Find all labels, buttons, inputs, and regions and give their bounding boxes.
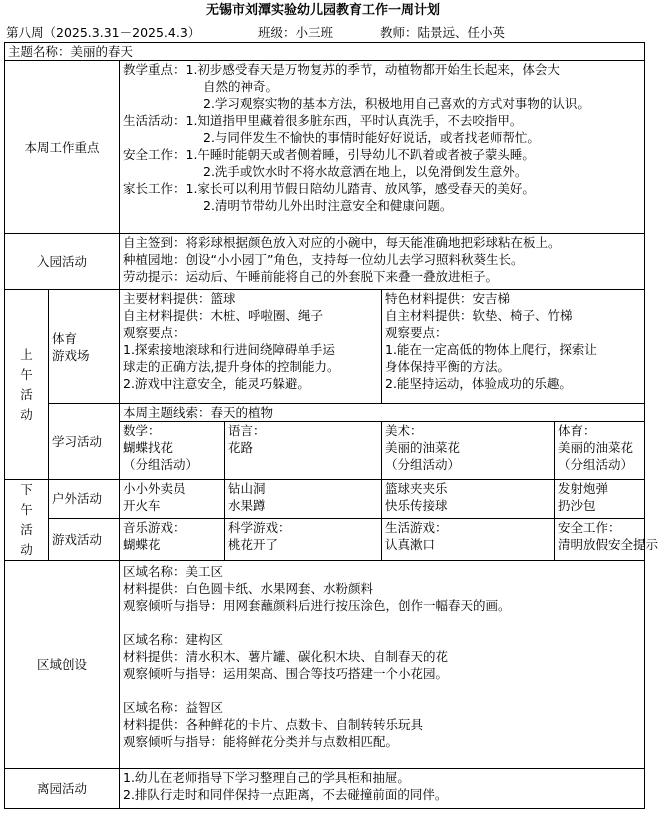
week-range: 第八周（2025.3.31－2025.4.3） [6,25,201,40]
departure-label: 离园活动 [5,769,120,809]
study-language: 语言： 花路 [225,422,382,480]
areas-label: 区域创设 [5,561,120,769]
game-label: 游戏活动 [49,518,120,560]
pe-label: 体育 游戏场 [49,290,120,404]
outdoor-cell: 发射炮弹 扔沙包 [555,480,645,519]
game-cell: 安全工作： 清明放假安全提示 [555,518,645,560]
arrival-line: 种植园地：创设“小小园丁”角色，支持每一位幼儿去学习照料秋葵生长。 [123,252,524,267]
study-label: 学习活动 [49,404,120,480]
study-math: 数学： 蝴蝶找花 （分组活动） [120,422,225,480]
area-zone: 区域名称：建构区 材料提供：清水积木、薯片罐、碳化积木块、自制春天的花 观察倾听与指导：运用架高、围合等技巧搭建一个小花园。 [123,632,449,681]
focus-line: 自然的神奇。 [203,79,279,94]
outdoor-cell: 篮球夹夹乐 快乐传接球 [382,480,555,519]
focus-line: 2.洗手或饮水时不将水故意洒在地上，以免滑倒发生意外。 [203,164,528,179]
game-cell: 科学游戏： 桃花开了 [225,518,382,560]
focus-label: 本周工作重点 [5,61,120,234]
arrival-content [120,234,645,290]
focus-line: 2.与同伴发生不愉快的事情时能好好说话，或者找老师帮忙。 [203,130,540,145]
game-cell: 生活游戏： 认真漱口 [382,518,555,560]
area-zone: 区域名称：美工区 材料提供：白色圆卡纸、水果网套、水粉颜料 观察倾听与指导：用网套蘸颜料后进行按压涂色，创作一幅春天的画。 [123,564,511,613]
area-zone: 区域名称：益智区 材料提供：各种鲜花的卡片、点数卡、自制转转乐玩具 观察倾听与指导：能将鲜花分类并与点数相匹配。 [123,700,424,749]
outdoor-cell: 小小外卖员 开火车 [120,480,225,519]
departure-content [120,769,645,809]
arrival-label: 入园活动 [5,234,120,290]
focus-line: 家长工作：1.家长可以利用节假日陪幼儿踏青、放风筝，感受春天的美好。 [123,181,535,196]
arrival-line: 自主签到：将彩球根据颜色放入对应的小碗中，每天能准确地把彩球粘在板上。 [123,235,561,250]
study-pe: 体育： 美丽的油菜花 （分组活动） [555,422,645,480]
teacher-names: 教师：陆景远、任小英 [379,25,505,40]
departure-line: 1.幼儿在老师指导下学习整理自己的学具柜和抽屉。 [123,770,410,785]
weekly-plan-table [4,42,658,809]
study-thread: 本周主题线索：春天的植物 [120,404,645,422]
study-art: 美术： 美丽的油菜花 （分组活动） [382,422,555,480]
theme-name: 主题名称：美丽的春天 [5,43,645,61]
class-name: 班级：小三班 [257,25,333,40]
pe-feature-column: 特色材料提供：安吉梯 自主材料提供：软垫、椅子、竹梯 观察要点： 1.能在一定高低的物体上爬行，探索让 身体保持平衡的方法。 2.能坚持运动，体验成功的乐趣。 [382,290,645,404]
afternoon-label: 下 午 活 动 [5,480,49,561]
focus-line: 安全工作：1.午睡时能朝天或者侧着睡，引导幼儿不趴着或者被子蒙头睡。 [123,147,535,162]
page-title: 无锡市刘潭实验幼儿园教育工作一周计划 [205,3,440,18]
focus-line: 生活活动：1.知道指甲里藏着很多脏东西，平时认真洗手，不去咬指甲。 [123,113,523,128]
pe-main-column: 主要材料提供：篮球 自主材料提供：木桩、呼啦圈、绳子 观察要点： 1.探索接地滚球和行进间绕障碍单手运 球走的正确方法,提升身体的控制能力。 2.游戏中注意安全，能灵巧躲避。 [120,290,382,404]
outdoor-label: 户外活动 [49,480,120,519]
outdoor-cell: 钻山洞 水果蹲 [225,480,382,519]
departure-line: 2.排队行走时和同伴保持一点距离，不去碰撞前面的同伴。 [123,787,448,802]
focus-line: 2.清明节带幼儿外出时注意安全和健康问题。 [203,198,453,213]
game-cell: 音乐游戏： 蝴蝶花 [120,518,225,560]
arrival-line: 劳动提示：运动后、午睡前能将自己的外套脱下来叠一叠放进柜子。 [123,269,499,284]
focus-line: 教学重点：1.初步感受春天是万物复苏的季节，动植物都开始生长起来，体会大 [123,62,560,77]
morning-label: 上 午 活 动 [5,290,49,480]
focus-line: 2.学习观察实物的基本方法，积极地用自己喜欢的方式对事物的认识。 [203,96,590,111]
areas-content [120,561,645,769]
plan-meta [0,24,646,42]
focus-content [120,61,645,234]
